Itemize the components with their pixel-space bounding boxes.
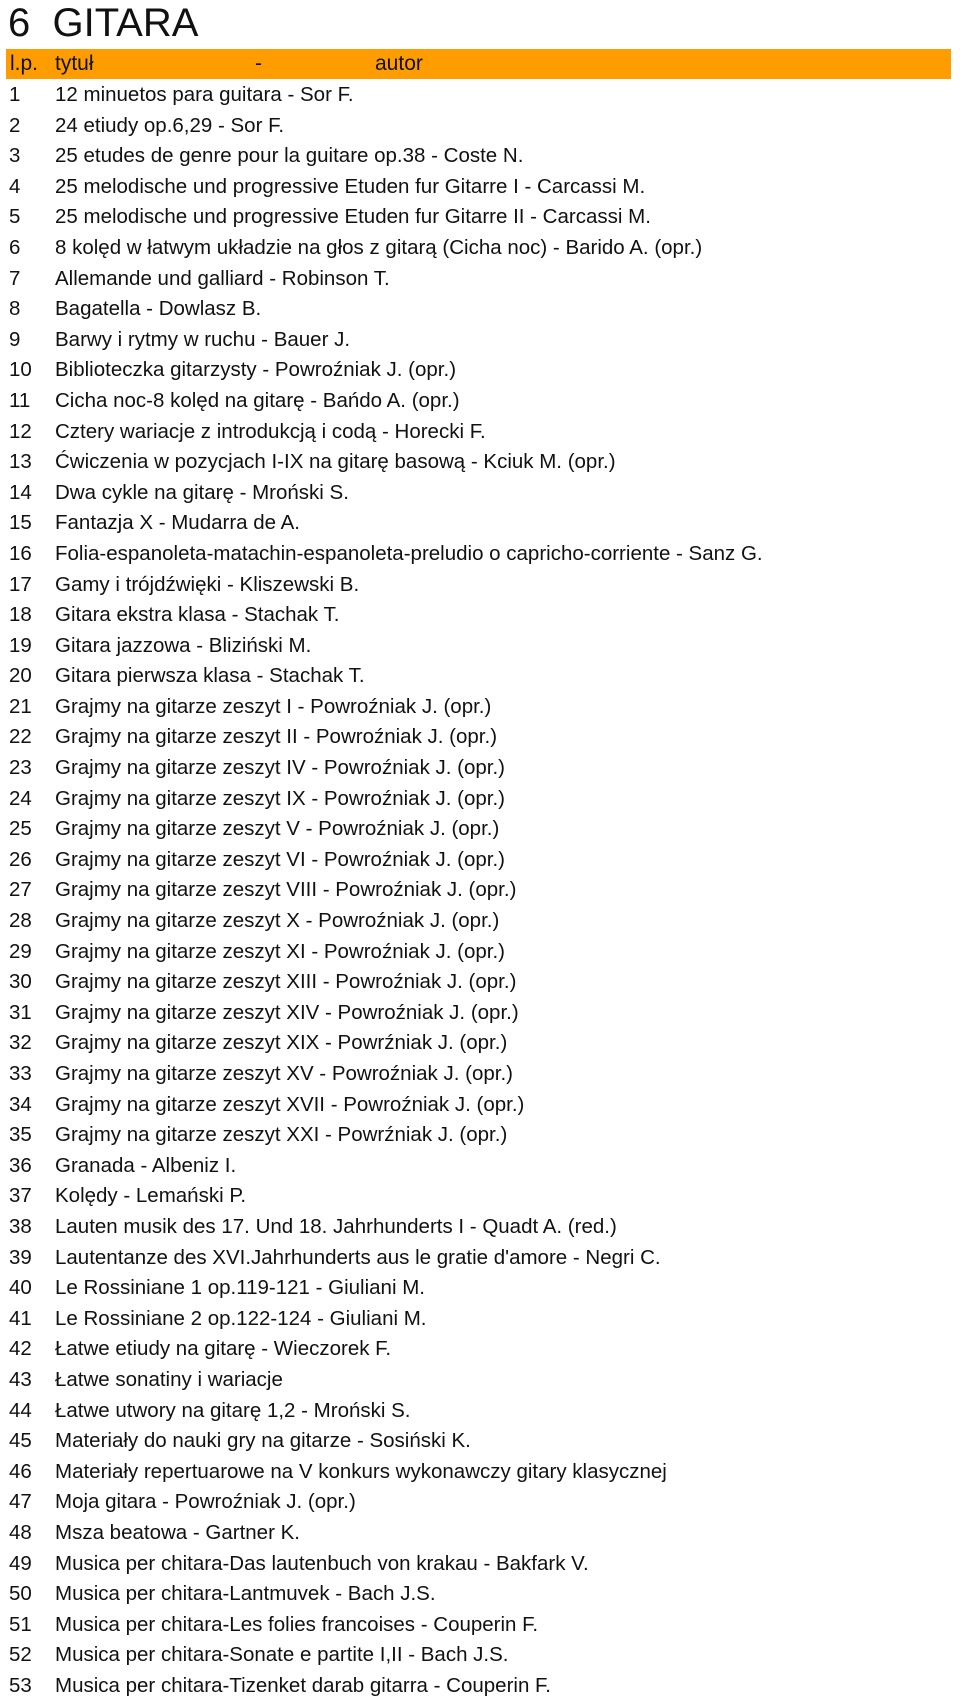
item-number: 6	[9, 235, 21, 259]
item-title-author: Gitara pierwsza klasa - Stachak T.	[55, 664, 365, 688]
item-title-author: Materiały repertuarowe na V konkurs wykonawczy gitary klasycznej	[55, 1459, 667, 1483]
item-title-author: Musica per chitara-Das lautenbuch von krakau - Bakfark V.	[55, 1551, 589, 1575]
list-item	[0, 447, 960, 478]
item-number: 52	[9, 1643, 32, 1667]
item-number: 33	[9, 1062, 32, 1085]
list-item	[0, 1579, 960, 1610]
item-number: 36	[9, 1153, 32, 1177]
item-title-author: 12 minuetos para guitara - Sor F.	[55, 83, 354, 106]
list-item	[0, 906, 960, 937]
item-number: 34	[9, 1092, 32, 1116]
item-number: 26	[9, 847, 32, 871]
item-number: 48	[9, 1520, 32, 1544]
list-item	[0, 1610, 960, 1641]
list-item	[0, 508, 960, 539]
item-number: 15	[9, 511, 32, 535]
item-number: 42	[9, 1337, 32, 1361]
list-item	[0, 998, 960, 1029]
item-title-author: Grajmy na gitarze zeszyt XXI - Powrźniak J. (opr.)	[55, 1123, 508, 1147]
list-item	[0, 875, 960, 906]
list-item	[0, 355, 960, 386]
item-title-author: Łatwe etiudy na gitarę - Wieczorek F.	[55, 1337, 392, 1361]
list-item	[0, 1365, 960, 1396]
item-number: 19	[9, 633, 32, 657]
list-item	[0, 1549, 960, 1580]
header-lp: l.p.	[10, 52, 39, 75]
item-title-author: Allemande und galliard - Robinson T.	[55, 266, 390, 290]
list-item	[0, 80, 960, 111]
item-title-author: Grajmy na gitarze zeszyt XI - Powroźniak J. (opr.)	[55, 939, 505, 963]
item-number: 25	[9, 817, 32, 841]
list-item	[0, 233, 960, 264]
item-number: 38	[9, 1214, 32, 1238]
list-item	[0, 1640, 960, 1671]
item-title-author: Gamy i trójdźwięki - Kliszewski B.	[55, 572, 360, 596]
header-title: tytuł	[55, 52, 94, 75]
item-number: 27	[9, 878, 32, 902]
item-title-author: Grajmy na gitarze zeszyt II - Powroźniak J. (opr.)	[55, 725, 498, 749]
item-title-author: Cicha noc-8 kolęd na gitarę - Bańdo A. (opr.)	[55, 388, 460, 412]
header-dash: -	[255, 52, 262, 75]
list-item	[0, 1181, 960, 1212]
list-item	[0, 1396, 960, 1427]
item-title-author: Grajmy na gitarze zeszyt I - Powroźniak J. (opr.)	[55, 694, 492, 718]
item-title-author: Fantazja X - Mudarra de A.	[55, 511, 300, 535]
item-title-author: Dwa cykle na gitarę - Mroński S.	[55, 480, 349, 504]
item-title-author: Grajmy na gitarze zeszyt XV - Powroźniak J. (opr.)	[55, 1062, 513, 1085]
list-item	[0, 692, 960, 723]
item-title-author: 25 melodische und progressive Etuden fur Gitarre I - Carcassi M.	[55, 174, 646, 198]
item-title-author: Msza beatowa - Gartner K.	[55, 1520, 300, 1544]
item-title-author: Musica per chitara-Les folies francoises - Couperin F.	[55, 1612, 539, 1636]
list-item	[0, 937, 960, 968]
list-item	[0, 202, 960, 233]
item-title-author: Grajmy na gitarze zeszyt XIII - Powroźniak J. (opr.)	[55, 970, 517, 994]
list-item	[0, 1334, 960, 1365]
item-number: 43	[9, 1367, 32, 1391]
item-title-author: Barwy i rytmy w ruchu - Bauer J.	[55, 327, 351, 351]
item-title-author: Lautentanze des XVI.Jahrhunderts aus le gratie d'amore - Negri C.	[55, 1245, 661, 1269]
item-number: 39	[9, 1245, 32, 1269]
item-title-author: Grajmy na gitarze zeszyt V - Powroźniak J. (opr.)	[55, 817, 500, 841]
item-title-author: Cztery wariacje z introdukcją i codą - Horecki F.	[55, 419, 486, 443]
list-item	[0, 1487, 960, 1518]
item-number: 32	[9, 1031, 32, 1055]
item-number: 17	[9, 572, 32, 596]
item-number: 13	[9, 450, 32, 474]
item-title-author: 24 etiudy op.6,29 - Sor F.	[55, 113, 285, 137]
list-item	[0, 661, 960, 692]
item-number: 10	[9, 358, 32, 382]
item-number: 21	[9, 694, 32, 718]
list-item	[0, 1426, 960, 1457]
item-title-author: Grajmy na gitarze zeszyt XIV - Powroźniak J. (opr.)	[55, 1000, 519, 1024]
item-number: 1	[9, 83, 21, 106]
item-number: 5	[9, 205, 21, 229]
list-item	[0, 386, 960, 417]
item-title-author: Grajmy na gitarze zeszyt XVII - Powroźniak J. (opr.)	[55, 1092, 525, 1116]
item-number: 28	[9, 909, 32, 933]
item-title-author: Bagatella - Dowlasz B.	[55, 297, 262, 321]
item-number: 35	[9, 1123, 32, 1147]
list-item	[0, 1120, 960, 1151]
list-item	[0, 539, 960, 570]
item-title-author: Grajmy na gitarze zeszyt VI - Powroźniak J. (opr.)	[55, 847, 505, 871]
item-number: 45	[9, 1429, 32, 1453]
list-item	[0, 172, 960, 203]
item-title-author: 25 etudes de genre pour la guitare op.38 - Coste N.	[55, 144, 524, 168]
item-title-author: Kolędy - Lemański P.	[55, 1184, 247, 1208]
list-item	[0, 967, 960, 998]
item-number: 37	[9, 1184, 32, 1208]
item-number: 9	[9, 327, 21, 351]
item-number: 53	[9, 1673, 32, 1697]
item-number: 14	[9, 480, 32, 504]
item-title-author: Musica per chitara-Sonate e partite I,II - Bach J.S.	[55, 1643, 509, 1667]
list-item	[0, 1518, 960, 1549]
header-author: autor	[375, 52, 423, 75]
item-number: 47	[9, 1490, 32, 1514]
list-item	[0, 753, 960, 784]
item-title-author: Le Rossiniane 1 op.119-121 - Giuliani M.	[55, 1276, 425, 1300]
item-number: 29	[9, 939, 32, 963]
list-item	[0, 1059, 960, 1090]
item-number: 30	[9, 970, 32, 994]
item-title-author: Lauten musik des 17. Und 18. Jahrhunderts I - Quadt A. (red.)	[55, 1214, 617, 1238]
item-title-author: Biblioteczka gitarzysty - Powroźniak J. (opr.)	[55, 358, 457, 382]
list-item	[0, 1457, 960, 1488]
item-title-author: Grajmy na gitarze zeszyt VIII - Powroźniak J. (opr.)	[55, 878, 517, 902]
item-title-author: Gitara jazzowa - Bliziński M.	[55, 633, 312, 657]
list-item	[0, 264, 960, 295]
item-number: 22	[9, 725, 32, 749]
list-item	[0, 784, 960, 815]
item-number: 46	[9, 1459, 32, 1483]
table-header	[6, 49, 951, 79]
item-title-author: Grajmy na gitarze zeszyt XIX - Powrźniak J. (opr.)	[55, 1031, 508, 1055]
item-number: 16	[9, 541, 32, 565]
item-title-author: Grajmy na gitarze zeszyt X - Powroźniak J. (opr.)	[55, 909, 500, 933]
item-title-author: Moja gitara - Powroźniak J. (opr.)	[55, 1490, 356, 1514]
item-number: 12	[9, 419, 32, 443]
item-title-author: Grajmy na gitarze zeszyt IV - Powroźniak J. (opr.)	[55, 756, 505, 780]
list-item	[0, 631, 960, 662]
item-number: 20	[9, 664, 32, 688]
item-title-author: Ćwiczenia w pozycjach I-IX na gitarę basową - Kciuk M. (opr.)	[55, 450, 616, 474]
item-title-author: Musica per chitara-Lantmuvek - Bach J.S.	[55, 1582, 436, 1606]
list-item	[0, 141, 960, 172]
list-item	[0, 1243, 960, 1274]
item-number: 41	[9, 1306, 32, 1330]
list-item	[0, 814, 960, 845]
item-title-author: Granada - Albeniz I.	[55, 1153, 237, 1177]
item-title-author: Grajmy na gitarze zeszyt IX - Powroźniak J. (opr.)	[55, 786, 505, 810]
item-number: 50	[9, 1582, 32, 1606]
title-list	[0, 80, 960, 1701]
item-number: 11	[9, 388, 31, 412]
list-item	[0, 1304, 960, 1335]
item-title-author: Folia-espanoleta-matachin-espanoleta-preludio o capricho-corriente - Sanz G.	[55, 541, 763, 565]
list-item	[0, 325, 960, 356]
list-item	[0, 1671, 960, 1701]
item-title-author: 8 kolęd w łatwym układzie na głos z gitarą (Cicha noc) - Barido A. (opr.)	[55, 235, 703, 259]
list-item	[0, 570, 960, 601]
list-item	[0, 294, 960, 325]
list-item	[0, 1090, 960, 1121]
item-number: 2	[9, 113, 21, 137]
list-item	[0, 600, 960, 631]
list-item	[0, 845, 960, 876]
item-number: 40	[9, 1276, 32, 1300]
item-number: 18	[9, 603, 32, 627]
list-item	[0, 478, 960, 509]
item-title-author: Gitara ekstra klasa - Stachak T.	[55, 603, 340, 627]
item-number: 24	[9, 786, 32, 810]
list-item	[0, 1212, 960, 1243]
item-title-author: Le Rossiniane 2 op.122-124 - Giuliani M.	[55, 1306, 427, 1330]
item-title-author: Musica per chitara-Tizenket darab gitarra - Couperin F.	[55, 1673, 552, 1697]
item-title-author: 25 melodische und progressive Etuden fur Gitarre II - Carcassi M.	[55, 205, 651, 229]
item-number: 8	[9, 297, 21, 321]
item-number: 51	[9, 1612, 32, 1636]
item-number: 49	[9, 1551, 32, 1575]
item-number: 31	[9, 1000, 32, 1024]
item-title-author: Łatwe sonatiny i wariacje	[55, 1367, 283, 1391]
page-title: 6 GITARA	[8, 1, 199, 45]
list-item	[0, 111, 960, 142]
list-item	[0, 722, 960, 753]
item-title-author: Materiały do nauki gry na gitarze - Sosiński K.	[55, 1429, 471, 1453]
list-item	[0, 1028, 960, 1059]
item-number: 23	[9, 756, 32, 780]
item-number: 3	[9, 144, 21, 168]
item-title-author: Łatwe utwory na gitarę 1,2 - Mroński S.	[55, 1398, 411, 1422]
list-item	[0, 1151, 960, 1182]
item-number: 7	[9, 266, 21, 290]
item-number: 4	[9, 174, 21, 198]
list-item	[0, 1273, 960, 1304]
list-item	[0, 417, 960, 448]
item-number: 44	[9, 1398, 32, 1422]
